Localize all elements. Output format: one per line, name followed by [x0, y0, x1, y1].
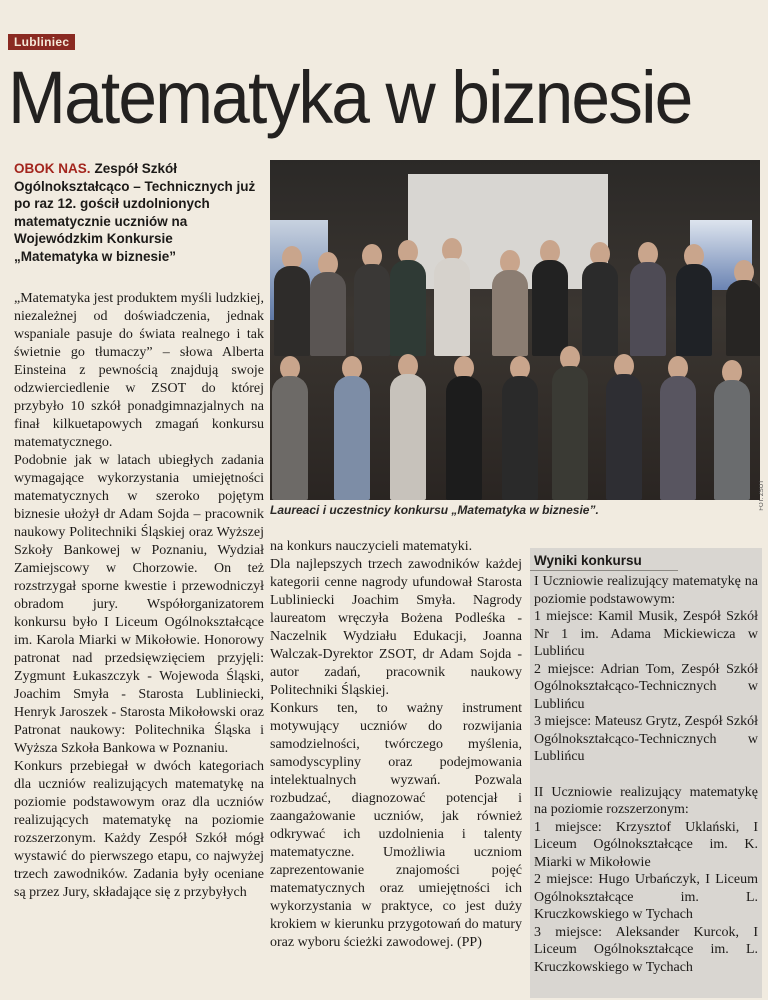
- paragraph: Konkurs przebiegał w dwóch kategoriach dla uczniów realizujących matematykę na poziomie podstawowym oraz dla uczniów realizujących matematykę na poziomie rozszerzonym. Każdy Zespół Szkół mógł wystawić do pierwszego etapu, co najwyżej trzech zawodników. Zadania były oceniane są przez Jury, składające się z przybyłych: [14, 759, 264, 900]
- group-photo: [270, 160, 760, 500]
- photo-caption: Laureaci i uczestnicy konkursu „Matematyka w biznesie”.: [270, 503, 599, 517]
- result-entry: 3 miejsce: Mateusz Grytz, Zespół Szkół Ogólnokształcąco-Technicznych w Lublińcu: [534, 714, 758, 764]
- result-entry: 3 miejsce: Aleksander Kurcok, I Liceum Ogólnokształcące im. L. Kruczkowskiego w Tychach: [534, 924, 758, 975]
- article-column-2: [270, 538, 522, 952]
- paragraph: Konkurs ten, to ważny instrument motywujący uczniów do rozwijania samodzielności, twórczego myślenia, samodyscypliny oraz podejmowania intelektualnych wyzwań. Pozwala rozbudzać, diagnozować potencjał i zaangażowanie uczniów, jak również odkrywać ich uzdolnienia i talenty matematyczne. Umożliwia uczniom zaprezentowanie znajomości pojęć matematycznych oraz umiejętności ich wykorzystania w praktyce, co jest duży krokiem w kierunku przygotowań do matury oraz wyboru ścieżki zawodowej. (PP): [270, 701, 522, 950]
- result-entry: 2 miejsce: Adrian Tom, Zespół Szkół Ogólnokształcąco-Technicznych w Lublińcu: [534, 661, 758, 712]
- results-category-header: II Uczniowie realizujący matematykę na poziomie rozszerzonym:: [534, 784, 758, 817]
- section-tag: Lubliniec: [8, 34, 75, 50]
- lead-text: Zespół Szkół Ogólnokształcąco – Technicznych już po raz 12. gościł uzdolnionych matematycznie uczniów na Wojewódzkim Konkursie „Matematyka w biznesie”: [14, 161, 256, 264]
- result-entry: 1 miejsce: Krzysztof Uklański, I Liceum Ogólnokształcące im. K. Miarki w Mikołowie: [534, 819, 758, 870]
- paragraph: Dla najlepszych trzech zawodników każdej kategorii cenne nagrody ufundował Starosta Lubliniecki Joachim Smyła. Nagrody laureatom wręczyła Bożena Podleśka - Naczelnik Wydziału Edukacji, Joanna Walczak-Dyrektor ZSOT, dr Adam Sojda - autor zadań, pracownik naukowy Politechniki Śląskiej.: [270, 557, 522, 698]
- headline: Matematyka w biznesie: [8, 56, 692, 139]
- result-entry: 2 miejsce: Hugo Urbańczyk, I Liceum Ogólnokształcące im. L. Kruczkowskiego w Tychach: [534, 872, 758, 922]
- paragraph: na konkurs nauczycieli matematyki.: [270, 539, 473, 554]
- article-column-1: [14, 290, 264, 902]
- results-category-header: I Uczniowie realizujący matematykę na poziomie podstawowym:: [534, 574, 758, 607]
- lead-kicker: OBOK NAS.: [14, 161, 91, 176]
- lead-paragraph: [14, 160, 260, 265]
- results-title: Wyniki konkursu: [530, 548, 678, 571]
- paragraph: „Matematyka jest produktem myśli ludzkiej, niezależnej od doświadczenia, jednak wspaniale pasuje do świata realnego i tak świetnie go tłumaczy” – słowa Alberta Einsteina z pewnością znajdują swoje odzwierciedlenie w ZSOT do której przybyło 10 szkół ponadgimnazjalnych na finał kilkuetapowych zmagań konkursu matematycznego.: [14, 291, 264, 450]
- result-entry: 1 miejsce: Kamil Musik, Zespół Szkół Nr 1 im. Adama Mickiewicza w Lublińcu: [534, 609, 758, 659]
- paragraph: Podobnie jak w latach ubiegłych zadania wymagające wykorzystania umiejętności matematycznych w szeroko pojętym biznesie ułożył dr Adam Sojda – pracownik naukowy Politechniki Śląskiej oraz Wyższej Szkoły Bankowej w Poznaniu, Wydział Zamiejscowy w Chorzowie. On też rozstrzygał sporne kwestie i przewodniczył obradom jury. Współorganizatorem konkursu było I Liceum Ogólnokształcące im. Karola Miarki w Mikołowie. Honorowy patronat nad przedsięwzięciem przyjęli: Zygmunt Łukaszczyk - Wojewoda Śląski, Joachim Smyła - Starosta Lubliniecki, Henryk Jaroszek - Starosta Mikołowski oraz Patronat naukowy: Politechnika Śląska i Wyższa Szkoła Bankowa w Poznaniu.: [14, 453, 264, 756]
- results-box: [530, 548, 762, 998]
- photo-credit: FOT. ZSOT: [759, 480, 765, 511]
